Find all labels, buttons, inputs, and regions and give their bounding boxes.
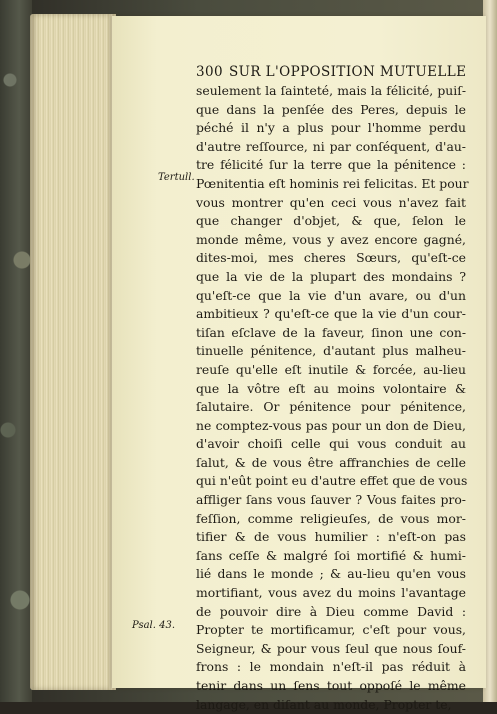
text-line: Propter te mortificamur, c'eſt pour vous, xyxy=(196,622,466,638)
text-line: que changer d'objet, & que, ſelon le xyxy=(196,213,466,229)
text-line: feſſion, comme religieuſes, de vous mor- xyxy=(196,510,466,526)
text-line: péché il n'y a plus pour l'homme perdu xyxy=(196,120,466,136)
text-line: ſalut, & de vous être affranchies de celle xyxy=(196,454,466,470)
text-line: d'avoir choiſi celle qui vous conduit au xyxy=(196,436,466,452)
text-line: tenir dans un ſens tout oppoſé le même xyxy=(196,678,466,693)
text-line: de pouvoir dire à Dieu comme David : xyxy=(196,603,466,619)
page-edges xyxy=(30,14,116,690)
text-line: ſalutaire. Or pénitence pour pénitence, xyxy=(196,399,466,415)
book-cover-left xyxy=(0,0,32,702)
text-line: que la vie de la plupart des mondains ? xyxy=(196,268,466,284)
text-line: monde même, vous y avez encore gagné, xyxy=(196,231,466,247)
text-line: langage, en diſant au monde, Propter te, xyxy=(196,696,452,712)
margin-note-psal: Psal. 43. xyxy=(132,620,176,631)
text-line: dites-moi, mes cheres Sœurs, qu'eſt-ce xyxy=(196,250,466,266)
running-title: SUR L'OPPOSITION MUTUELLE xyxy=(228,64,467,80)
text-line: frons : le mondain n'eſt-il pas réduit à xyxy=(196,659,466,675)
text-line: affliger ſans vous ſauver ? Vous faites pro- xyxy=(196,492,466,508)
margin-note-tertull: Tertull. xyxy=(158,172,195,183)
text-line: qu'eſt-ce que la vie d'un avare, ou d'un xyxy=(196,287,466,303)
text-line: seulement la ſainteté, mais la félicité, puiſ- xyxy=(196,83,466,98)
text-line: qui n'eût point eu d'autre effet que de vous xyxy=(196,473,468,489)
text-line: mortifiant, vous avez du moins l'avantage xyxy=(196,585,466,601)
text-line: d'autre reſſource, ni par conſéquent, d'au- xyxy=(196,138,466,154)
text-line: ſans ceſſe & malgré ſoi mortifié & humi- xyxy=(196,547,466,563)
text-line: lié dans le monde ; & au-lieu qu'en vous xyxy=(196,566,466,582)
text-line: que dans la penſée des Peres, depuis le xyxy=(196,101,466,117)
book-page xyxy=(112,16,486,712)
text-line: vous montrer qu'en ceci vous n'avez fait xyxy=(196,194,466,210)
running-header xyxy=(196,64,466,80)
text-line: tifier & de vous humilier : n'eſt-on pas xyxy=(196,529,466,545)
body-text xyxy=(196,82,469,714)
text-line: tre félicité ſur la terre que la pénitence : xyxy=(196,157,466,173)
text-line: ne comptez-vous pas pour un don de Dieu, xyxy=(196,417,466,433)
text-line: ambitieux ? qu'eſt-ce que la vie d'un cour- xyxy=(196,306,466,322)
text-line: tinuelle pénitence, d'autant plus malheu- xyxy=(196,343,466,359)
page-number: 300 xyxy=(196,64,223,80)
text-line: reuſe qu'elle eſt inutile & forcée, au-lieu xyxy=(196,361,466,377)
text-line: tiſan eſclave de la faveur, ſinon une con- xyxy=(196,324,466,340)
text-line: Seigneur, & pour vous ſeul que nous ſouf- xyxy=(196,640,466,656)
text-line: Pœnitentia eſt hominis rei felicitas. Et pour xyxy=(196,175,469,191)
text-line: que la vôtre eſt au moins volontaire & xyxy=(196,380,466,396)
